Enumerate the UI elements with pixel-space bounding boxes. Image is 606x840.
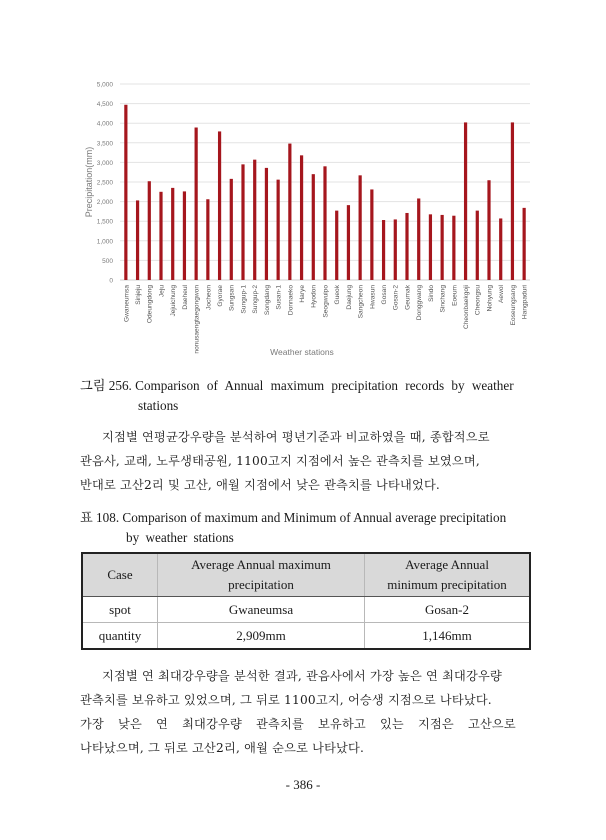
bar-jejuichung bbox=[171, 188, 174, 280]
x-tick-label: Sinjeju bbox=[134, 285, 142, 305]
x-tick-label: Daeheul bbox=[181, 285, 189, 310]
bar-harye bbox=[300, 155, 303, 280]
table-cell: quantity bbox=[82, 623, 158, 650]
x-tick-label: Sangcheon bbox=[357, 285, 365, 319]
table-caption-prefix: 표 108. bbox=[80, 510, 120, 525]
bar-jeju bbox=[159, 192, 162, 280]
x-tick-label: Hwasun bbox=[369, 285, 377, 309]
x-tick-label: Sungup-2 bbox=[252, 285, 260, 314]
y-tick-label: 1,000 bbox=[96, 238, 113, 246]
bar-hyodon bbox=[312, 174, 315, 280]
x-tick-label: Gosan-2 bbox=[392, 285, 400, 311]
table-header-row bbox=[82, 553, 530, 597]
bar-nonusaengtaegongwon bbox=[195, 128, 198, 280]
x-axis-label: Weather stations bbox=[270, 347, 334, 357]
x-tick-label: Hangpaduri bbox=[521, 285, 529, 320]
x-tick-label: Sungsan bbox=[228, 285, 236, 312]
bar-hangpaduri bbox=[523, 208, 526, 280]
x-tick-label: Harye bbox=[298, 285, 306, 303]
bar-sungup-1 bbox=[241, 164, 244, 280]
paragraph-line: 가장 낮은 연 최대강우량 관측치를 보유하고 있는 지점은 고산으로 bbox=[80, 717, 516, 731]
bar-sindo bbox=[429, 214, 432, 280]
x-tick-label: Sindo bbox=[427, 285, 435, 302]
bar-seogwuipo bbox=[323, 166, 326, 280]
table-cell: spot bbox=[82, 597, 158, 623]
bar-odeungdong bbox=[148, 181, 151, 280]
bar-sungup-2 bbox=[253, 160, 256, 280]
x-tick-label: Gueok bbox=[334, 285, 342, 305]
table-cell: 1,146mm bbox=[365, 623, 531, 650]
x-tick-label: Jocheon bbox=[205, 285, 213, 310]
x-tick-label: Daejung bbox=[345, 285, 353, 310]
bar-sinjeju bbox=[136, 200, 139, 280]
table-row bbox=[82, 597, 530, 623]
y-tick-label: 4,500 bbox=[96, 101, 113, 109]
figure-caption-text-cont: stations bbox=[138, 398, 179, 413]
y-tick-label: 4,000 bbox=[96, 120, 113, 128]
paragraph-line: 반대로 고산2리 및 고산, 애월 지점에서 낮은 관측치를 나타내었다. bbox=[80, 478, 440, 492]
paragraph-annual-average bbox=[80, 425, 530, 497]
bar-sungsan bbox=[230, 179, 233, 280]
bars bbox=[124, 105, 525, 280]
bar-jocheon bbox=[206, 199, 209, 280]
y-axis-label: Precipitation(mm) bbox=[84, 146, 94, 218]
x-tick-label: Gyorae bbox=[216, 285, 224, 307]
bar-eoeum bbox=[452, 216, 455, 280]
table-cell: 2,909mm bbox=[158, 623, 365, 650]
table-caption-text: Comparison of maximum and Minimum of Annual average precipitation bbox=[122, 510, 507, 525]
figure-caption-text: Comparison of Annual maximum precipitation records by weather bbox=[135, 378, 514, 393]
x-tick-label: Jeju bbox=[158, 285, 166, 298]
x-tick-label: Hyodon bbox=[310, 285, 318, 308]
bar-geumak bbox=[405, 213, 408, 280]
table-row bbox=[82, 623, 530, 650]
x-tick-label: Eoseungsang bbox=[509, 285, 517, 326]
bar-gwaneumsa bbox=[124, 105, 127, 280]
bar-eoseungsang bbox=[511, 122, 514, 280]
precipitation-comparison-table bbox=[81, 552, 531, 650]
bar-sangcheon bbox=[359, 175, 362, 280]
header-max: Average Annual maximum precipitation bbox=[158, 553, 365, 597]
bar-songdang bbox=[265, 168, 268, 280]
bar-gosan bbox=[382, 220, 385, 280]
x-tick-label: Nohyung bbox=[486, 285, 494, 312]
table-cell: Gwaneumsa bbox=[158, 597, 365, 623]
x-axis-ticks bbox=[123, 284, 528, 353]
bar-daejung bbox=[347, 205, 350, 280]
bar-susan-1 bbox=[277, 180, 280, 280]
x-tick-label: Sungup-1 bbox=[240, 285, 248, 314]
y-tick-label: 2,000 bbox=[96, 199, 113, 207]
bar-gyorae bbox=[218, 131, 221, 280]
x-tick-label: Sinchang bbox=[439, 285, 447, 313]
table-caption-text-cont: by weather stations bbox=[126, 530, 234, 545]
x-tick-label: Cheonbaekgoji bbox=[462, 285, 470, 329]
x-tick-label: Geumak bbox=[404, 285, 412, 310]
paragraph-line: 지점별 연 최대강우량을 분석한 결과, 관음사에서 가장 높은 연 최대강우량 bbox=[102, 669, 502, 683]
x-tick-label: Aewol bbox=[498, 285, 506, 303]
header-min: Average Annual minimum precipitation bbox=[365, 553, 531, 597]
figure-caption-prefix: 그림 256. bbox=[80, 378, 132, 393]
paragraph-line: 관음사, 교래, 노루생태공원, 1100고지 지점에서 높은 관측치를 보였으며, bbox=[80, 454, 480, 468]
x-tick-label: Cheongsu bbox=[474, 285, 482, 316]
bar-gosan-2 bbox=[394, 219, 397, 280]
bar-gueok bbox=[335, 211, 338, 280]
x-tick-label: Donggwang bbox=[416, 285, 424, 321]
bar-aewol bbox=[499, 218, 502, 280]
y-tick-label: 5,000 bbox=[96, 81, 113, 89]
x-tick-label: Odeungdong bbox=[146, 285, 154, 324]
x-tick-label: Susan-1 bbox=[275, 285, 283, 310]
y-tick-label: 3,000 bbox=[96, 159, 113, 167]
table-caption bbox=[80, 508, 506, 548]
table-cell: Gosan-2 bbox=[365, 597, 531, 623]
bar-cheonbaekgoji bbox=[464, 122, 467, 280]
y-tick-label: 2,500 bbox=[96, 179, 113, 187]
paragraph-line: 나타났으며, 그 뒤로 고산2리, 애월 순으로 나타났다. bbox=[80, 741, 365, 755]
x-tick-label: Gwaneumsa bbox=[123, 285, 131, 323]
y-tick-label: 3,500 bbox=[96, 140, 113, 148]
y-axis-ticks bbox=[97, 82, 114, 285]
x-tick-label: Seogwuipo bbox=[322, 285, 330, 318]
x-tick-label: Jejuichung bbox=[170, 285, 178, 317]
paragraph-line: 지점별 연평균강우량을 분석하여 평년기준과 비교하였을 때, 종합적으로 bbox=[102, 430, 490, 444]
bar-nohyung bbox=[487, 180, 490, 280]
x-tick-label: Eoeum bbox=[451, 285, 459, 306]
y-tick-label: 500 bbox=[102, 257, 113, 265]
x-tick-label: Donnaeko bbox=[287, 285, 295, 316]
x-tick-label: Songdang bbox=[263, 285, 271, 316]
x-tick-label: Gosan bbox=[380, 285, 388, 305]
paragraph-line: 관측치를 보유하고 있었으며, 그 뒤로 1100고지, 어승생 지점으로 나타났다. bbox=[80, 693, 492, 707]
x-tick-label: nonusaengtaegongwon bbox=[193, 285, 201, 354]
precipitation-bar-chart bbox=[70, 70, 540, 365]
bar-hwasun bbox=[370, 189, 373, 280]
figure-caption bbox=[80, 376, 514, 416]
y-tick-label: 1,500 bbox=[96, 218, 113, 226]
header-case: Case bbox=[82, 553, 158, 597]
page-number: - 386 - bbox=[285, 777, 321, 792]
y-tick-label: 0 bbox=[109, 277, 113, 285]
bar-cheongsu bbox=[476, 211, 479, 280]
paragraph-annual-maximum bbox=[80, 664, 530, 760]
bar-daeheul bbox=[183, 191, 186, 280]
bar-donggwang bbox=[417, 198, 420, 280]
bar-donnaeko bbox=[288, 144, 291, 280]
bar-sinchang bbox=[441, 215, 444, 280]
